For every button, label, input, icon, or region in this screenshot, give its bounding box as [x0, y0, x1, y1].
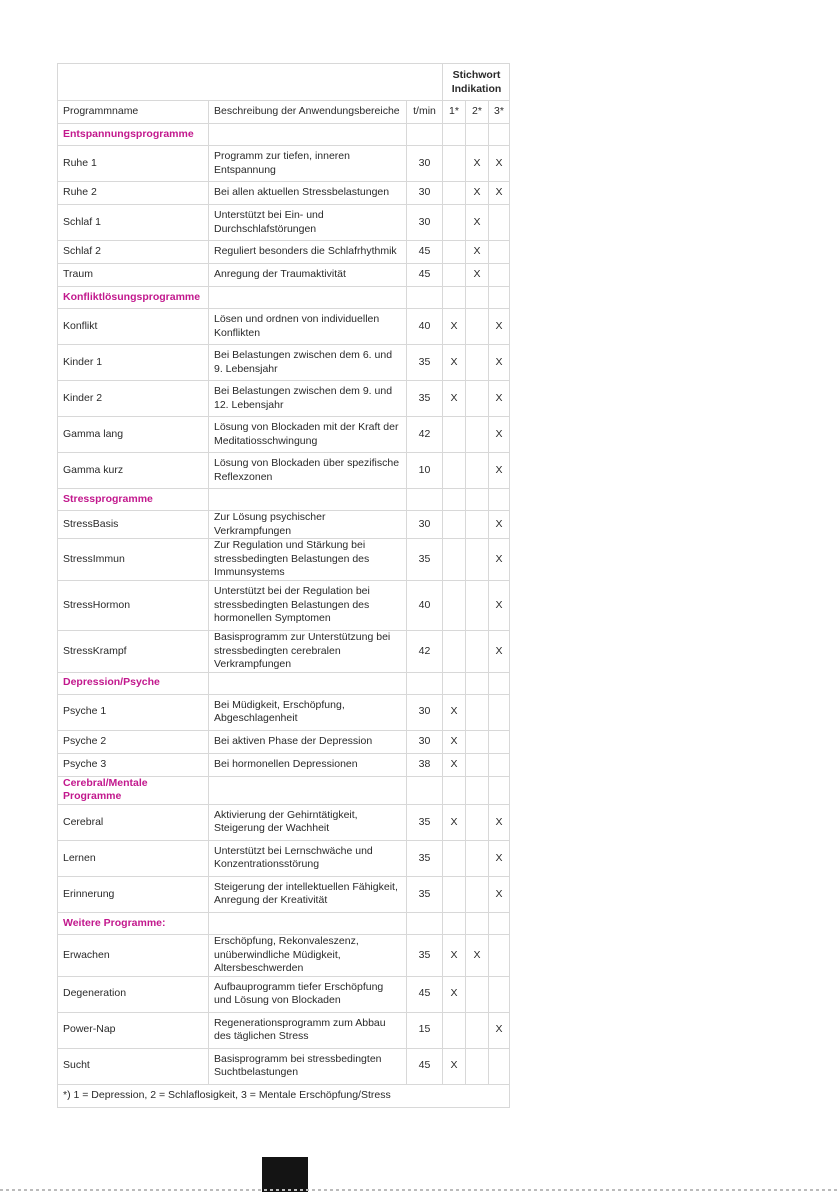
empty-cell — [443, 672, 466, 694]
col-header-description: Beschreibung der Anwendungsbereiche — [209, 101, 407, 124]
indication-2-mark — [466, 381, 489, 417]
section-header-row — [58, 912, 510, 934]
empty-cell — [209, 672, 407, 694]
table-row — [58, 453, 510, 489]
program-name: Lernen — [58, 840, 209, 876]
empty-cell — [466, 912, 489, 934]
section-title: Stressprogramme — [58, 489, 209, 511]
program-name: Degeneration — [58, 976, 209, 1012]
program-description: Aktivierung der Gehirntätigkeit, Steigerung der Wachheit — [209, 804, 407, 840]
table-row — [58, 264, 510, 287]
indication-1-mark: X — [443, 753, 466, 776]
col-header-program: Programmname — [58, 101, 209, 124]
program-name: Psyche 1 — [58, 694, 209, 730]
section-title: Entspannungsprogramme — [58, 124, 209, 146]
program-name: Power-Nap — [58, 1012, 209, 1048]
indication-2-mark: X — [466, 205, 489, 241]
program-name: Kinder 2 — [58, 381, 209, 417]
indication-3-mark — [489, 730, 510, 753]
program-description: Bei Belastungen zwischen dem 6. und 9. Lebensjahr — [209, 345, 407, 381]
indication-3-mark: X — [489, 345, 510, 381]
program-description: Zur Regulation und Stärkung bei stressbedingten Belastungen des Immunsystems — [209, 539, 407, 581]
program-name: Gamma lang — [58, 417, 209, 453]
table-row — [58, 840, 510, 876]
program-duration: 38 — [407, 753, 443, 776]
program-description: Bei Belastungen zwischen dem 9. und 12. Lebensjahr — [209, 381, 407, 417]
empty-cell — [407, 124, 443, 146]
empty-cell — [489, 776, 510, 804]
indication-1-mark: X — [443, 694, 466, 730]
empty-cell — [466, 124, 489, 146]
program-duration: 45 — [407, 241, 443, 264]
program-description: Lösung von Blockaden über spezifische Reflexzonen — [209, 453, 407, 489]
indication-2-mark — [466, 730, 489, 753]
program-duration: 30 — [407, 146, 443, 182]
program-name: Konflikt — [58, 309, 209, 345]
indication-3-mark — [489, 1048, 510, 1084]
program-description: Lösung von Blockaden mit der Kraft der Meditatiosschwingung — [209, 417, 407, 453]
empty-cell — [407, 912, 443, 934]
program-description: Bei hormonellen Depressionen — [209, 753, 407, 776]
program-description: Basisprogramm zur Unterstützung bei stressbedingten cerebralen Verkrampfungen — [209, 630, 407, 672]
program-duration: 10 — [407, 453, 443, 489]
empty-cell — [489, 489, 510, 511]
empty-cell — [407, 672, 443, 694]
empty-cell — [489, 672, 510, 694]
program-name: Traum — [58, 264, 209, 287]
program-description: Steigerung der intellektuellen Fähigkeit, Anregung der Kreativität — [209, 876, 407, 912]
program-description: Reguliert besonders die Schlafrhythmik — [209, 241, 407, 264]
indication-1-mark — [443, 146, 466, 182]
empty-cell — [466, 776, 489, 804]
program-description: Basisprogramm bei stressbedingten Suchtbelastungen — [209, 1048, 407, 1084]
indication-1-mark — [443, 580, 466, 630]
program-name: Schlaf 1 — [58, 205, 209, 241]
table-row — [58, 381, 510, 417]
table-row — [58, 876, 510, 912]
table-row — [58, 241, 510, 264]
program-duration: 35 — [407, 934, 443, 976]
program-duration: 15 — [407, 1012, 443, 1048]
table-row — [58, 345, 510, 381]
indication-1-mark — [443, 182, 466, 205]
empty-cell — [209, 776, 407, 804]
program-name: Erinnerung — [58, 876, 209, 912]
program-duration: 35 — [407, 539, 443, 581]
program-name: Gamma kurz — [58, 453, 209, 489]
program-description: Erschöpfung, Rekonvaleszenz, unüberwindliche Müdigkeit, Altersbeschwerden — [209, 934, 407, 976]
empty-cell — [209, 489, 407, 511]
program-name: Ruhe 2 — [58, 182, 209, 205]
table-row — [58, 511, 510, 539]
indication-2-mark — [466, 976, 489, 1012]
program-name: Ruhe 1 — [58, 146, 209, 182]
table-row — [58, 146, 510, 182]
col-header-time: t/min — [407, 101, 443, 124]
section-header-row — [58, 672, 510, 694]
section-title: Weitere Programme: — [58, 912, 209, 934]
program-description: Regenerationsprogramm zum Abbau des täglichen Stress — [209, 1012, 407, 1048]
program-table — [57, 63, 510, 1108]
program-description: Unterstützt bei der Regulation bei stressbedingten Belastungen des hormonellen Symptomen — [209, 580, 407, 630]
indication-1-mark — [443, 417, 466, 453]
empty-cell — [443, 124, 466, 146]
program-name: StressKrampf — [58, 630, 209, 672]
table-row — [58, 205, 510, 241]
indication-3-mark — [489, 934, 510, 976]
indication-3-mark: X — [489, 182, 510, 205]
program-description: Zur Lösung psychischer Verkrampfungen — [209, 511, 407, 539]
empty-cell — [466, 287, 489, 309]
indication-1-mark — [443, 539, 466, 581]
table-row — [58, 580, 510, 630]
program-description: Anregung der Traumaktivität — [209, 264, 407, 287]
section-header-row — [58, 489, 510, 511]
header-row-columns — [58, 101, 510, 124]
table-row — [58, 976, 510, 1012]
indication-2-mark — [466, 694, 489, 730]
section-header-row — [58, 287, 510, 309]
program-name: Sucht — [58, 1048, 209, 1084]
empty-cell — [466, 489, 489, 511]
table-row — [58, 182, 510, 205]
program-name: StressHormon — [58, 580, 209, 630]
indication-3-mark — [489, 241, 510, 264]
table-row — [58, 417, 510, 453]
program-description: Bei aktiven Phase der Depression — [209, 730, 407, 753]
program-duration: 42 — [407, 417, 443, 453]
program-description: Unterstützt bei Lernschwäche und Konzentrationsstörung — [209, 840, 407, 876]
col-header-indication-3: 3* — [489, 101, 510, 124]
indication-2-mark: X — [466, 934, 489, 976]
indication-3-mark — [489, 694, 510, 730]
table-row — [58, 730, 510, 753]
indication-1-mark — [443, 453, 466, 489]
indication-3-mark: X — [489, 1012, 510, 1048]
indication-3-mark — [489, 976, 510, 1012]
indication-3-mark: X — [489, 876, 510, 912]
program-description: Programm zur tiefen, inneren Entspannung — [209, 146, 407, 182]
program-duration: 45 — [407, 264, 443, 287]
section-header-row — [58, 776, 510, 804]
table-row — [58, 1012, 510, 1048]
indication-3-mark — [489, 264, 510, 287]
indication-1-mark — [443, 1012, 466, 1048]
table-row — [58, 934, 510, 976]
indication-1-mark — [443, 876, 466, 912]
header-row-top — [58, 64, 510, 101]
program-duration: 30 — [407, 511, 443, 539]
indication-3-mark: X — [489, 309, 510, 345]
indication-2-mark — [466, 453, 489, 489]
table-row — [58, 1048, 510, 1084]
empty-cell — [209, 124, 407, 146]
indication-3-mark — [489, 205, 510, 241]
program-duration: 35 — [407, 876, 443, 912]
indication-2-mark: X — [466, 182, 489, 205]
indication-2-mark — [466, 1048, 489, 1084]
indication-1-mark: X — [443, 381, 466, 417]
empty-cell — [466, 672, 489, 694]
program-duration: 35 — [407, 804, 443, 840]
program-description: Lösen und ordnen von individuellen Konflikten — [209, 309, 407, 345]
indication-3-mark: X — [489, 539, 510, 581]
bottom-dotted-rule — [0, 1189, 840, 1191]
program-duration: 45 — [407, 976, 443, 1012]
program-duration: 35 — [407, 345, 443, 381]
program-duration: 35 — [407, 840, 443, 876]
indication-3-mark: X — [489, 453, 510, 489]
empty-cell — [443, 489, 466, 511]
indication-3-mark: X — [489, 511, 510, 539]
section-title: Cerebral/Mentale Programme — [58, 776, 209, 804]
table-row — [58, 694, 510, 730]
table-row — [58, 804, 510, 840]
indication-1-mark: X — [443, 1048, 466, 1084]
program-description: Bei Müdigkeit, Erschöpfung, Abgeschlagenheit — [209, 694, 407, 730]
indication-3-mark: X — [489, 630, 510, 672]
indication-2-mark — [466, 804, 489, 840]
indication-1-mark — [443, 840, 466, 876]
indication-3-mark: X — [489, 417, 510, 453]
indication-3-mark: X — [489, 804, 510, 840]
empty-cell — [489, 912, 510, 934]
program-duration: 40 — [407, 580, 443, 630]
indication-1-mark: X — [443, 804, 466, 840]
program-duration: 30 — [407, 205, 443, 241]
program-description: Unterstützt bei Ein- und Durchschlafstörungen — [209, 205, 407, 241]
indication-1-mark: X — [443, 309, 466, 345]
section-title: Depression/Psyche — [58, 672, 209, 694]
indication-3-mark: X — [489, 146, 510, 182]
indication-2-mark — [466, 840, 489, 876]
stichwort-label: Stichwort — [452, 69, 501, 81]
program-name: Erwachen — [58, 934, 209, 976]
col-header-indication-2: 2* — [466, 101, 489, 124]
indication-2-mark — [466, 630, 489, 672]
program-duration: 30 — [407, 182, 443, 205]
empty-cell — [209, 287, 407, 309]
program-name: Schlaf 2 — [58, 241, 209, 264]
indication-1-mark — [443, 205, 466, 241]
indication-1-mark — [443, 241, 466, 264]
program-duration: 30 — [407, 730, 443, 753]
indication-1-mark: X — [443, 976, 466, 1012]
page-tab-marker — [262, 1157, 308, 1192]
indication-2-mark: X — [466, 241, 489, 264]
indication-1-mark: X — [443, 934, 466, 976]
empty-cell — [407, 776, 443, 804]
section-header-row — [58, 124, 510, 146]
indikation-label: Indikation — [451, 83, 502, 95]
stichwort-indikation-header — [443, 64, 510, 101]
indication-3-mark: X — [489, 381, 510, 417]
program-duration: 42 — [407, 630, 443, 672]
indication-2-mark: X — [466, 264, 489, 287]
table-row — [58, 539, 510, 581]
indication-2-mark — [466, 511, 489, 539]
program-name: StressImmun — [58, 539, 209, 581]
program-description: Bei allen aktuellen Stressbelastungen — [209, 182, 407, 205]
col-header-indication-1: 1* — [443, 101, 466, 124]
indication-2-mark — [466, 539, 489, 581]
indication-3-mark: X — [489, 840, 510, 876]
empty-cell — [489, 287, 510, 309]
indication-1-mark — [443, 511, 466, 539]
indication-2-mark — [466, 309, 489, 345]
indication-2-mark — [466, 876, 489, 912]
empty-cell — [443, 287, 466, 309]
empty-cell — [407, 287, 443, 309]
indication-3-mark — [489, 753, 510, 776]
footnote: *) 1 = Depression, 2 = Schlaflosigkeit, 3 = Mentale Erschöpfung/Stress — [58, 1084, 510, 1107]
footnote-row — [58, 1084, 510, 1107]
program-duration: 45 — [407, 1048, 443, 1084]
program-name: Psyche 2 — [58, 730, 209, 753]
indication-1-mark: X — [443, 730, 466, 753]
program-description: Aufbauprogramm tiefer Erschöpfung und Lösung von Blockaden — [209, 976, 407, 1012]
table-row — [58, 630, 510, 672]
indication-1-mark — [443, 630, 466, 672]
indication-1-mark: X — [443, 345, 466, 381]
header-empty-cell — [58, 64, 443, 101]
empty-cell — [407, 489, 443, 511]
program-name: Kinder 1 — [58, 345, 209, 381]
indication-2-mark — [466, 345, 489, 381]
program-duration: 40 — [407, 309, 443, 345]
indication-3-mark: X — [489, 580, 510, 630]
empty-cell — [443, 776, 466, 804]
program-name: Cerebral — [58, 804, 209, 840]
section-title: Konfliktlösungsprogramme — [58, 287, 209, 309]
program-duration: 35 — [407, 381, 443, 417]
indication-1-mark — [443, 264, 466, 287]
indication-2-mark: X — [466, 146, 489, 182]
indication-2-mark — [466, 753, 489, 776]
empty-cell — [209, 912, 407, 934]
table-row — [58, 753, 510, 776]
table-row — [58, 309, 510, 345]
program-name: StressBasis — [58, 511, 209, 539]
program-name: Psyche 3 — [58, 753, 209, 776]
program-duration: 30 — [407, 694, 443, 730]
indication-2-mark — [466, 417, 489, 453]
empty-cell — [489, 124, 510, 146]
empty-cell — [443, 912, 466, 934]
indication-2-mark — [466, 1012, 489, 1048]
indication-2-mark — [466, 580, 489, 630]
